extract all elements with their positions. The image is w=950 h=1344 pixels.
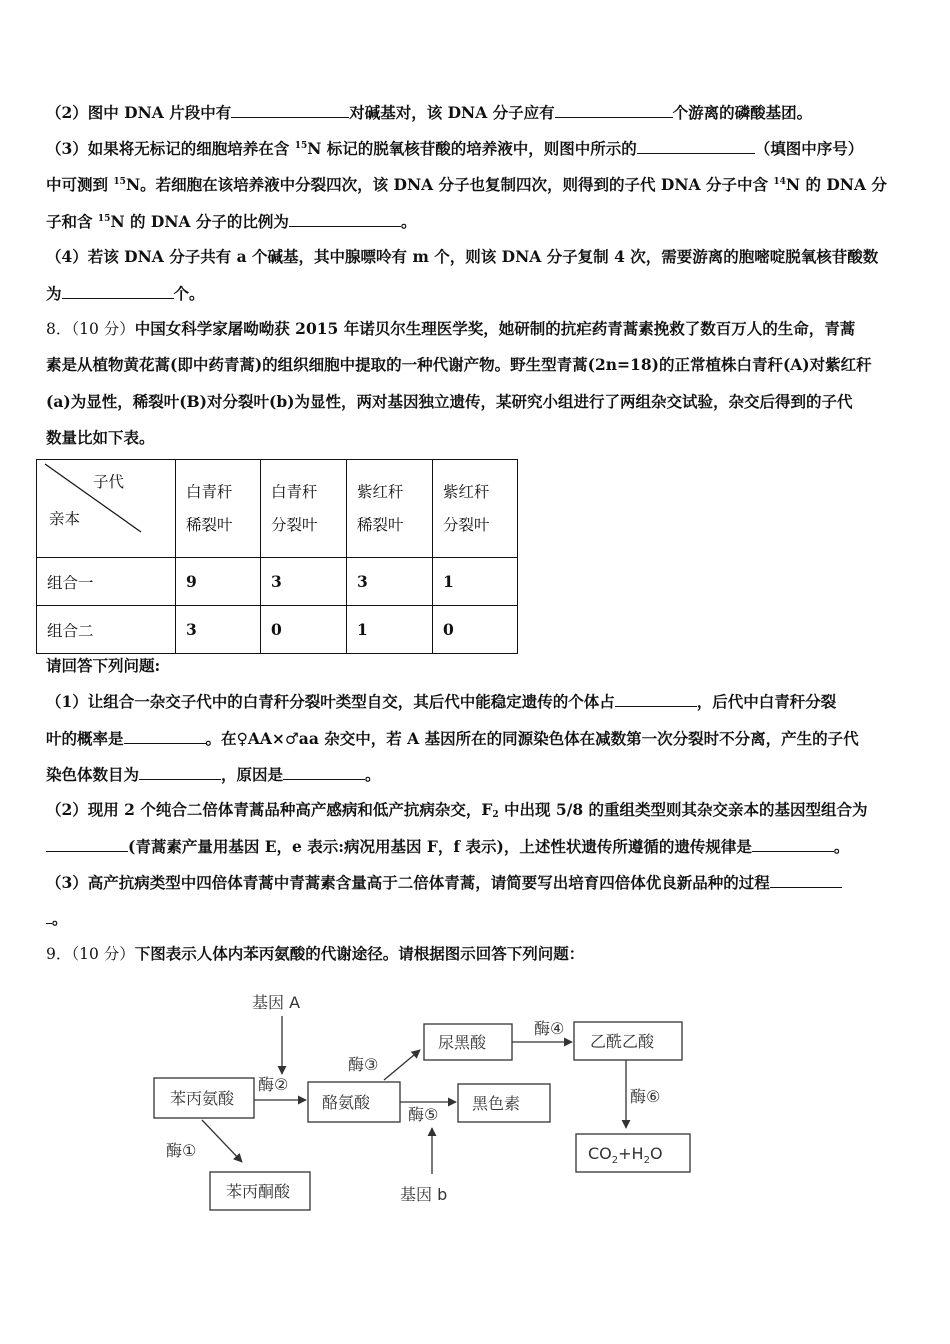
table-header-cell: 白青秆 稀裂叶 [176, 460, 261, 558]
label-phenylpyruvic-acid: 苯丙酮酸 [226, 1182, 291, 1201]
label-enzyme-6: 酶⑥ [630, 1087, 661, 1106]
arrow-tyr-to-hga [384, 1050, 420, 1080]
answer-blank[interactable] [62, 284, 174, 299]
table-cell: 3 [176, 606, 261, 654]
label-enzyme-2: 酶② [258, 1075, 289, 1094]
q8-part2-line1: （2）现用 2 个纯合二倍体青蒿品种高产感病和低产抗病杂交，$F_2$ 中出现 5/8 的重组类型则其杂交亲本的基因型组合为 [46, 800, 868, 820]
q8-part1-line2: 叶的概率是 。在♀AA×♂aa 杂交中，若 A 基因所在的同源染色体在减数第一次分裂时不分离，产生的子代 [46, 729, 859, 748]
table-cell: 1 [347, 606, 433, 654]
q8-part1-line1: （1）让组合一杂交子代中的白青秆分裂叶类型自交，其后代中能稳定遗传的个体占 ，后代中白青秆分裂 [46, 692, 837, 711]
table-cell: 0 [433, 606, 518, 654]
table-cell: 1 [433, 558, 518, 606]
answer-blank[interactable] [752, 837, 834, 852]
answer-blank[interactable] [283, 765, 365, 780]
answer-blank[interactable] [637, 139, 755, 154]
row-label: 组合一 [37, 558, 176, 606]
q8-stem-line1: 8．（10 分）中国女科学家屠呦呦获 2015 年诺贝尔生理医学奖，她研制的抗疟药青蒿素挽救了数百万人的生命，青蒿 [46, 319, 856, 338]
label-gene-a: 基因 A [252, 993, 301, 1012]
label-enzyme-1: 酶① [166, 1141, 197, 1160]
label-homogentisic-acid: 尿黑酸 [438, 1033, 487, 1052]
q8-part3-line2: 。 [46, 909, 908, 929]
q8-part1-line3: 染色体数目为 ，原因是 。 [46, 765, 381, 784]
q7-part4-line2: 为 个。 [46, 284, 205, 303]
table-corner-cell: 子代 亲本 [37, 460, 176, 558]
row-label: 组合二 [37, 606, 176, 654]
q7-part4-line1: （4）若该 DNA 分子共有 a 个碱基，其中腺嘌呤有 m 个，则该 DNA 分子复制 4 次，需要游离的胞嘧啶脱氧核苷酸数 [46, 247, 879, 266]
label-acetoacetic-acid: 乙酰乙酸 [590, 1032, 655, 1051]
answer-blank[interactable] [289, 212, 401, 227]
table-cell: 3 [347, 558, 433, 606]
phenylalanine-pathway-diagram [140, 978, 700, 1218]
q8-part3-line1: （3）高产抗病类型中四倍体青蒿中青蒿素含量高于二倍体青蒿，请简要写出培育四倍体优良新品种的过程 [46, 873, 908, 893]
table-row [37, 606, 518, 654]
q7-part2: （2）图中 DNA 片段中有 对碱基对，该 DNA 分子应有 个游离的磷酸基团。 [46, 103, 813, 122]
answer-blank[interactable] [124, 729, 206, 744]
table-cell: 0 [261, 606, 347, 654]
answer-blank[interactable] [615, 692, 697, 707]
label-phenylalanine: 苯丙氨酸 [170, 1089, 235, 1108]
q8-prompt: 请回答下列问题: [46, 656, 161, 675]
arrow-phe-to-ppa [202, 1120, 242, 1162]
table-row [37, 558, 518, 606]
label-co2-h2o: $CO_2+H_2O$ [588, 1144, 663, 1166]
q9-stem: 9．（10 分）下图表示人体内苯丙氨酸的代谢途径。请根据图示回答下列问题： [46, 944, 585, 963]
cross-results-table [36, 459, 518, 654]
label-enzyme-5: 酶⑤ [408, 1105, 439, 1124]
table-cell: 9 [176, 558, 261, 606]
q7-part3-line2: 中可测到 $^{15}$N。若细胞在该培养液中分裂四次，该 DNA 分子也复制四次，则得到的子代 DNA 分子中含 $^{14}$N 的 DNA 分 [46, 175, 887, 194]
q8-stem-line3: (a)为显性，稀裂叶(B)对分裂叶(b)为显性，两对基因独立遗传，某研究小组进行了两组杂交试验，杂交后得到的子代 [46, 392, 853, 411]
q7-part3-line3: 子和含 $^{15}$N 的 DNA 分子的比例为 。 [46, 212, 417, 231]
table-cell: 3 [261, 558, 347, 606]
q8-part2-line2: (青蒿素产量用基因 E，e 表示:病况用基因 F，f 表示)，上述性状遗传所遵循的遗传规律是 。 [46, 837, 908, 857]
table-header-cell: 紫红秆 稀裂叶 [347, 460, 433, 558]
answer-blank[interactable] [46, 837, 128, 852]
answer-blank[interactable] [770, 873, 842, 888]
label-enzyme-4: 酶④ [534, 1019, 565, 1038]
q7-part3-line1: （3）如果将无标记的细胞培养在含 $^{15}$N 标记的脱氧核苷酸的培养液中，则图中所示的 （填图中序号） [46, 139, 864, 158]
label-enzyme-3: 酶③ [348, 1055, 379, 1074]
q8-stem-line4: 数量比如下表。 [46, 428, 155, 447]
label-gene-b: 基因 b [400, 1185, 448, 1204]
table-header-row [37, 460, 518, 558]
q8-stem-line2: 素是从植物黄花蒿(即中药青蒿)的组织细胞中提取的一种代谢产物。野生型青蒿(2n=18)的正常植株白青秆(A)对紫红秆 [46, 355, 872, 374]
label-tyrosine: 酪氨酸 [322, 1093, 371, 1112]
answer-blank[interactable] [231, 103, 349, 118]
label-melanin: 黑色素 [472, 1094, 521, 1113]
answer-blank[interactable] [139, 765, 221, 780]
table-header-cell: 紫红秆 分裂叶 [433, 460, 518, 558]
table-header-cell: 白青秆 分裂叶 [261, 460, 347, 558]
answer-blank[interactable] [555, 103, 673, 118]
